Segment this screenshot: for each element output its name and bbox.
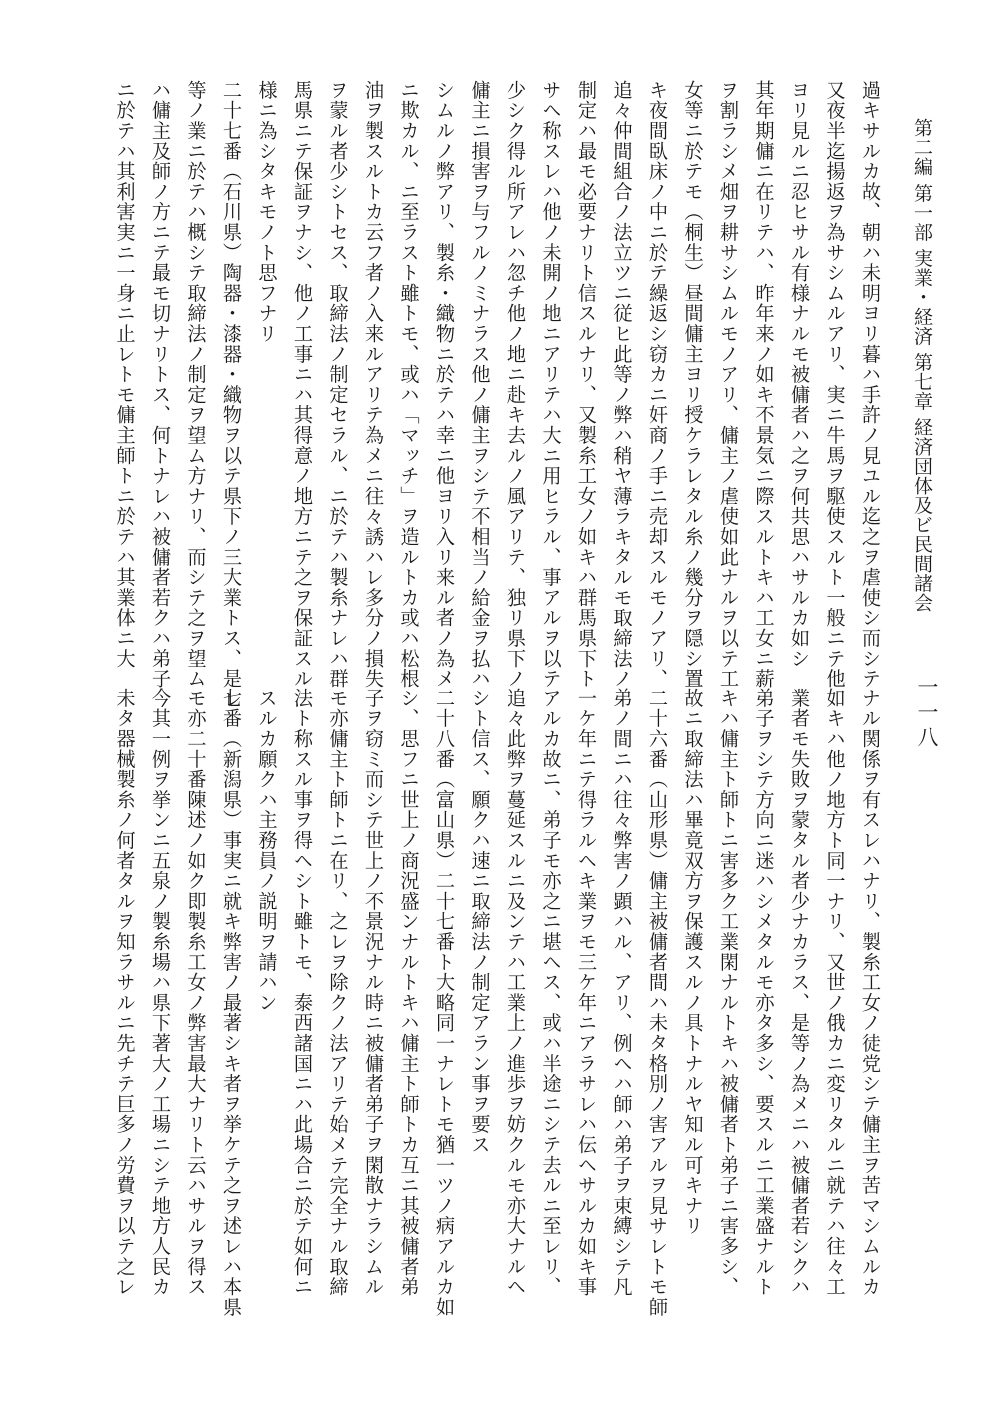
text-column: 業者モ失敗ヲ蒙タル者少ナカラス、是等ノ為メニハ被傭者若シクハ	[788, 688, 811, 1297]
text-column: 馬県ニテ保証ヲナシ、他ノ工事ニハ其得意ノ地方ニテ之ヲ保証スル	[291, 80, 314, 689]
text-column: 二十七番（石川県）陶器・漆器・織物ヲ以テ県下ノ三大業トス、是レ	[220, 80, 243, 710]
text-column: 如キハ他ノ地方ト同一ナリ、又世ノ俄カニ変リタルニ就テハ往々工	[823, 688, 847, 1297]
text-column: 傭主ニ損害ヲ与フルノミナラス他ノ傭主ヲシテ不相当ノ給金ヲ払ハ	[468, 80, 492, 689]
text-column: 追々仲間組合ノ法立ツニ従ヒ此等ノ弊ハ稍ヤ薄ラキタルモ取締法ノ	[610, 80, 634, 689]
text-column: 一ケ年ニテ得ラルヘキ業ヲモ三ケ年ニアラサレハ伝ヘサルカ如キ事	[575, 688, 598, 1297]
text-column: 弟子ヲシテ方向ニ迷ハシメタルモ亦タ多シ、要スルニ工業盛ナルト	[752, 688, 776, 1297]
text-column: 制定ハ最モ必要ナリト信スルナリ、又製糸工女ノ如キハ群馬県下ト	[575, 80, 598, 689]
text-column: モ亦傭主ト師トニ在リ、之レヲ除クノ法アリテ始メテ完全ナル取締	[326, 688, 350, 1297]
text-column: 又夜半迄揚返ヲ為サシムルアリ、実ニ牛馬ヲ駆使スルト一般ニテ他	[823, 80, 847, 689]
text-column: キ夜間臥床ノ中ニ於テ繰返シ窃カニ奸商ノ手ニ売却スルモノアリ、	[646, 80, 669, 689]
text-column: ヨリ見ルニ忍ヒサル有様ナルモ被傭者ハ之ヲ何共思ハサルカ如シ	[788, 80, 811, 669]
text-column: スルカ願クハ主務員ノ説明ヲ請ハン	[255, 688, 279, 1013]
text-column: モ亦二十番陳述ノ如ク即製糸工女ノ弊害最大ナリト云ハサルヲ得ス	[184, 688, 208, 1297]
text-column: 油ヲ製スルトカ云フ者ノ入来ルアリテ為メニ往々誘ハレ多分ノ損失	[362, 80, 385, 689]
text-column: 二十六番（山形県）傭主被傭者間ハ未タ格別ノ害アルヲ見サレトモ師	[646, 688, 669, 1318]
text-column: 弟ノ間ニハ往々弊害ノ顕ハル、アリ、例ヘハ師ハ弟子ヲ束縛シテ凡	[610, 688, 634, 1297]
running-header: 第二編 第一部 実業・経済 第七章 経済団体及ビ民間諸会	[911, 118, 933, 613]
page-number: 一一八	[915, 676, 939, 751]
text-column: 法ト称スル事ヲ得ヘシト雖トモ、泰西諸国ニハ此場合ニ於テ如何ニ	[291, 688, 314, 1297]
text-column: シムルノ弊アリ、製糸・織物ニ於テハ幸ニ他ヨリ入リ来ル者ノ為メ	[433, 80, 456, 689]
text-block-top	[107, 80, 888, 710]
text-column: 子ヲ窃ミ而シテ世上ノ不景況ナル時ニ被傭者弟子ヲ閑散ナラシムル	[362, 688, 385, 1297]
text-column: 等ノ業ニ於テハ概シテ取締法ノ制定ヲ望ム方ナリ、而シテ之ヲ望ム	[184, 80, 208, 689]
text-column: ニ於テハ其利害実ニ一身ニ止レトモ傭主師トニ於テハ其業体ニ大	[113, 80, 137, 669]
text-column: キハ傭主ト師トニ害多ク工業閑ナルトキハ被傭者ト弟子ニ害多シ、	[717, 688, 740, 1297]
text-block-bottom	[107, 688, 888, 1318]
text-column: ハ傭主及師ノ方ニテ最モ切ナリトス、何トナレハ被傭者若クハ弟子	[149, 80, 172, 689]
text-column: ニ欺カル、ニ至ラスト雖トモ、或ハ「マッチ」ヲ造ルトカ或ハ松根	[397, 80, 421, 689]
text-column: 二十八番（富山県）二十七番ト大略同一ナレトモ猶一ツノ病アルカ如	[433, 688, 456, 1318]
text-column: 女等ニ於テモ（桐生）昼間傭主ヨリ授ケラレタル糸ノ幾分ヲ隠シ置	[681, 80, 705, 689]
text-column: 其年期傭ニ在リテハ、昨年来ノ如キ不景気ニ際スルトキハ工女ニ薪	[752, 80, 776, 689]
text-column: 少シク得ル所アレハ忽チ他ノ地ニ赴キ去ルノ風アリテ、独リ県下ノ	[504, 80, 527, 689]
text-column: 故ニ取締法ハ畢竟双方ヲ保護スルノ具トナルヤ知ル可キナリ	[681, 688, 705, 1237]
text-column: サヘ称スレハ他ノ未開ノ地ニアリテハ大ニ用ヒラル、事アルヲ以テ	[539, 80, 563, 689]
text-column: アルカ故ニ、弟子モ亦之ニ堪ヘス、或ハ半途ニシテ去ルニ至レリ、	[539, 688, 563, 1297]
text-column: 過キサルカ故、朝ハ未明ヨリ暮ハ手許ノ見ユル迄之ヲ虐使シ而シテ	[859, 80, 882, 689]
text-column: 未タ器械製糸ノ何者タルヲ知ラサルニ先チテ巨多ノ労費ヲ以テ之レ	[113, 688, 137, 1297]
text-column: 七番（新潟県）事実ニ就キ弊害ノ最著シキ者ヲ挙ケテ之ヲ述レハ本県	[220, 688, 243, 1318]
text-column: ナル関係ヲ有スレハナリ、製糸工女ノ徒党シテ傭主ヲ苦マシムルカ	[859, 688, 882, 1297]
text-column: 様ニ為シタキモノト思フナリ	[255, 80, 279, 344]
text-column: シ、思フニ世上ノ商況盛ンナルトキハ傭主ト師トカ互ニ其被傭者弟	[397, 688, 421, 1297]
text-column: 今其一例ヲ挙ンニ五泉ノ製糸場ハ県下著大ノ工場ニシテ地方人民カ	[149, 688, 172, 1297]
text-column: ヲ割ラシメ畑ヲ耕サシムルモノアリ、傭主ノ虐使如此ナルヲ以テ工	[717, 80, 740, 689]
text-column: シト信ス、願クハ速ニ取締法ノ制定アラン事ヲ要ス	[468, 688, 492, 1155]
text-column: ヲ蒙ル者少シトセス、取締法ノ制定セラル、ニ於テハ製糸ナレハ群	[326, 80, 350, 689]
text-column: 追々此弊ヲ蔓延スルニ及ンテハ工業上ノ進歩ヲ妨クルモ亦大ナルヘ	[504, 688, 527, 1297]
